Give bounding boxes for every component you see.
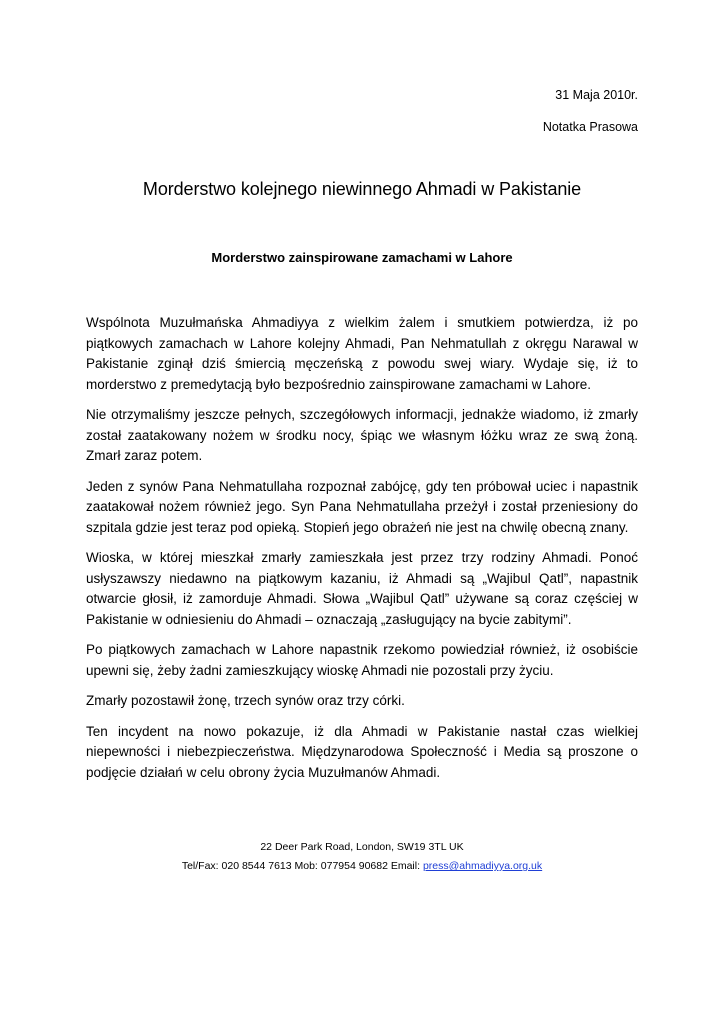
footer-contact	[86, 857, 638, 876]
document-date: 31 Maja 2010r.	[555, 88, 638, 102]
document-subtitle: Morderstwo zainspirowane zamachami w Lahore	[211, 250, 513, 265]
document-title: Morderstwo kolejnego niewinnego Ahmadi w Pakistanie	[142, 179, 582, 199]
document-footer	[86, 838, 638, 876]
paragraph-3: Jeden z synów Pana Nehmatullaha rozpoznał zabójcę, gdy ten próbował uciec i napastnik zaatakował nożem również jego. Syn Pana Nehmatullaha przeżył i został przeniesiony do szpitala gdzie jest teraz pod opieką. Stopień jego obrażeń nie jest na chwilę obecną znany.	[86, 478, 638, 535]
document-type: Notatka Prasowa	[542, 120, 638, 134]
paragraph-6: Zmarły pozostawił żonę, trzech synów oraz trzy córki.	[86, 693, 405, 708]
paragraph-5: Po piątkowych zamachach w Lahore napastnik rzekomo powiedział również, iż osobiście upewni się, żeby żadni zamieszkujący wioskę Ahmadi nie pozostali przy życiu.	[86, 642, 638, 678]
footer-email-link[interactable]: press@ahmadiyya.org.uk	[422, 860, 543, 872]
document-body	[86, 313, 638, 793]
paragraph-2: Nie otrzymaliśmy jeszcze pełnych, szczegółowych informacji, jednakże wiadomo, iż zmarły został zaatakowany nożem w środku nocy, śpiąc we własnym łóżku wraz ze swą żoną. Zmarł zaraz potem.	[86, 407, 638, 463]
paragraph-7: Ten incydent na nowo pokazuje, iż dla Ahmadi w Pakistanie nastał czas wielkiej niepewności i niebezpieczeństwa. Międzynarodowa Społeczność i Media są proszone o podjęcie działań w celu obrony życia Muzułmanów Ahmadi.	[86, 723, 638, 780]
footer-contact-text: Tel/Fax: 020 8544 7613 Mob: 077954 90682 Email:	[181, 860, 423, 872]
paragraph-4: Wioska, w której mieszkał zmarły zamieszkała jest przez trzy rodziny Ahmadi. Ponoć usłyszawszy niedawno na piątkowym kazaniu, iż Ahmadi są „Wajibul Qatl”, napastnik otwarcie głosił, iż zamorduje Ahmadi. Słowa „Wajibul Qatl” używane są coraz częściej w Pakistanie w odniesieniu do Ahmadi – oznaczają „zasługujący na bycie zabitymi”.	[86, 550, 638, 627]
footer-address: 22 Deer Park Road, London, SW19 3TL UK	[260, 841, 464, 853]
paragraph-1: Wspólnota Muzułmańska Ahmadiyya z wielkim żalem i smutkiem potwierdza, iż po piątkowych zamachach w Lahore kolejny Ahmadi, Pan Nehmatullah z okręgu Narawal w Pakistanie zginął dziś śmiercią męczeńską z powodu swej wiary. Wydaje się, iż to morderstwo z premedytacją było bezpośrednio zainspirowane zamachami w Lahore.	[86, 315, 638, 392]
